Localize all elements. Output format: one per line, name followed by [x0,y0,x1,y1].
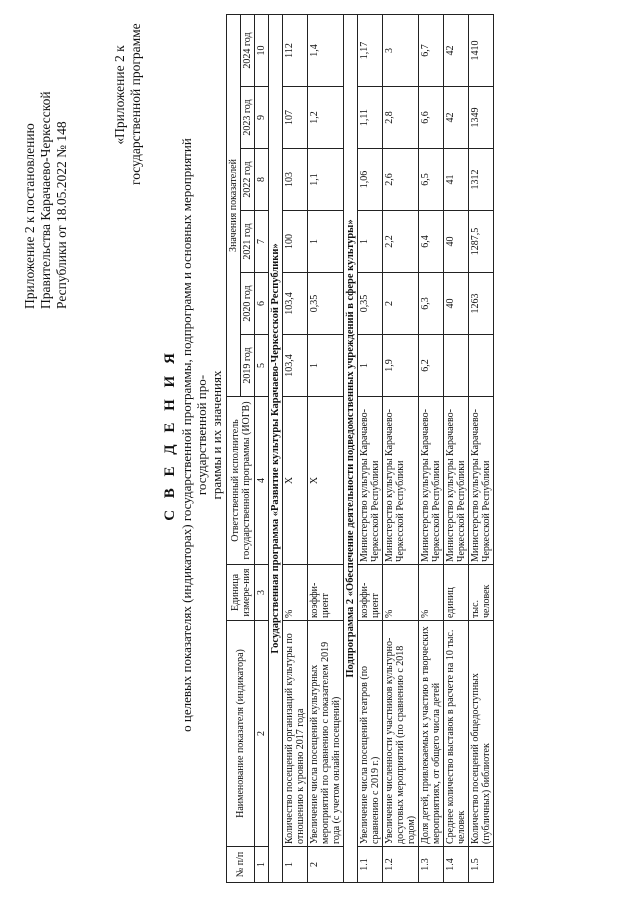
row-indicator-name: Доля детей, привлекаемых к участию в творческих мероприятиях, от общего числа детей [419,621,444,847]
row-executor: Министерство культуры Карачаево-Черкесской Республики [419,397,444,565]
row-value: 2 [383,273,419,335]
row-num: 1.2 [383,847,419,883]
row-value: 6,5 [419,149,444,211]
column-number: 7 [255,211,269,273]
row-unit: тыс. человек [469,565,494,621]
row-executor: X [308,397,344,565]
row-value: 1 [308,211,344,273]
row-value: 6,2 [419,335,444,397]
header-values-group: Значения показателей [227,14,241,396]
row-value: 2,6 [383,149,419,211]
row-value: 40 [444,211,469,273]
row-value: 103,4 [283,335,308,397]
indicators-table [226,14,494,883]
row-value: 1,4 [308,14,344,86]
column-number: 1 [255,847,269,883]
row-value: 107 [283,87,308,149]
table-header-row [227,14,241,882]
row-unit: % [383,565,419,621]
row-value: 1,11 [358,87,383,149]
header-year: 2024 год [241,14,255,86]
row-indicator-name: Количество посещений общедоступных (публичных) библиотек [469,621,494,847]
row-num: 2 [308,847,344,883]
row-indicator-name: Количество посещений организаций культуры по отношению к уровню 2017 года [283,621,308,847]
column-number: 10 [255,14,269,86]
appendix-program-line: «Приложение 2 к [112,45,127,145]
row-value: 1349 [469,87,494,149]
row-value: 42 [444,87,469,149]
row-value: 1 [308,335,344,397]
row-value: 1,06 [358,149,383,211]
row-value: 1 [358,335,383,397]
row-unit: единиц [444,565,469,621]
row-value: 40 [444,273,469,335]
row-value: 2,2 [383,211,419,273]
row-unit: % [419,565,444,621]
column-number: 8 [255,149,269,211]
row-value: 6,7 [419,14,444,86]
row-value: 1312 [469,149,494,211]
column-number: 9 [255,87,269,149]
row-value: 103 [283,149,308,211]
row-value: 41 [444,149,469,211]
appendix-line: Республики от 18.05.2022 № 148 [54,121,69,309]
row-executor: Министерство культуры Карачаево-Черкесской Республики [469,397,494,565]
row-value: 0,35 [308,273,344,335]
row-executor: Министерство культуры Карачаево-Черкесской Республики [358,397,383,565]
table-row [358,14,383,882]
row-value: 1287,5 [469,211,494,273]
header-num: № п/п [227,847,255,883]
appendix-line: Приложение 2 к постановлению [22,123,37,309]
row-unit: коэффи-циент [358,565,383,621]
row-num: 1.5 [469,847,494,883]
row-value: 42 [444,14,469,86]
row-value: 1,9 [383,335,419,397]
row-executor: Министерство культуры Карачаево-Черкесской Республики [444,397,469,565]
header-year: 2019 год [241,335,255,397]
document-subtitle-line: граммы и их значениях [209,370,224,500]
header-unit: Единица измере-ния [227,565,255,621]
document-title: С В Е Д Е Н И Я [162,349,178,521]
row-value [469,335,494,397]
section-title: Государственная программа «Развитие культуры Карачаево-Черкесской Республики» [269,14,283,882]
header-year: 2023 год [241,87,255,149]
appendix-header [22,9,70,309]
row-unit: % [283,565,308,621]
row-value: 6,6 [419,87,444,149]
row-unit: коэффи-циент [308,565,344,621]
column-number: 5 [255,335,269,397]
row-indicator-name: Среднее количество выставок в расчете на 10 тыс. человек [444,621,469,847]
row-indicator-name: Увеличение числа посещений театров (по сравнению с 2019 г.) [358,621,383,847]
row-value: 103,4 [283,273,308,335]
row-value: 0,35 [358,273,383,335]
row-value: 2,8 [383,87,419,149]
row-value: 1,1 [308,149,344,211]
column-number-row [255,14,269,882]
document-subtitle-line: о целевых показателях (индикаторах) государственной программы, подпрограмм и основных мероприятий государственной про- [179,138,209,732]
row-value: 6,3 [419,273,444,335]
row-executor: X [283,397,308,565]
row-value: 3 [383,14,419,86]
row-executor: Министерство культуры Карачаево-Черкесской Республики [383,397,419,565]
header-year: 2020 год [241,273,255,335]
row-value: 1410 [469,14,494,86]
row-value: 1,2 [308,87,344,149]
row-value: 1 [358,211,383,273]
row-value [444,335,469,397]
row-value: 1263 [469,273,494,335]
table-row [444,14,469,882]
section-row-program [269,14,283,882]
appendix-line: Правительства Карачаево-Черкесской [38,91,53,309]
table-row [283,14,308,882]
row-value: 112 [283,14,308,86]
header-executor: Ответственный исполнитель государственной программы (ИОГВ) [227,397,255,565]
header-year: 2021 год [241,211,255,273]
document-heading [162,115,224,755]
row-value: 6,4 [419,211,444,273]
table-row [308,14,344,882]
column-number: 3 [255,565,269,621]
row-num: 1 [283,847,308,883]
row-num: 1.4 [444,847,469,883]
row-value: 1,17 [358,14,383,86]
column-number: 4 [255,397,269,565]
row-num: 1.3 [419,847,444,883]
table-row [469,14,494,882]
section-row-subprogram [344,14,358,882]
section-title: Подпрограмма 2 «Обеспечение деятельности подведомственных учреждений в сфере культуры» [344,14,358,882]
table-row [383,14,419,882]
row-value: 100 [283,211,308,273]
appendix-program-note [112,5,144,185]
appendix-program-line: государственной программе [128,23,143,185]
row-indicator-name: Увеличение численности участников культурно-досуговых мероприятий (по сравнению с 2018 годом) [383,621,419,847]
table-row [419,14,444,882]
row-num: 1.1 [358,847,383,883]
header-name: Наименование показателя (индикатора) [227,621,255,847]
column-number: 2 [255,621,269,847]
column-number: 6 [255,273,269,335]
header-year: 2022 год [241,149,255,211]
row-indicator-name: Увеличение числа посещений культурных мероприятий по сравнению с показателем 2019 года (с учетом онлайн посещений) [308,621,344,847]
